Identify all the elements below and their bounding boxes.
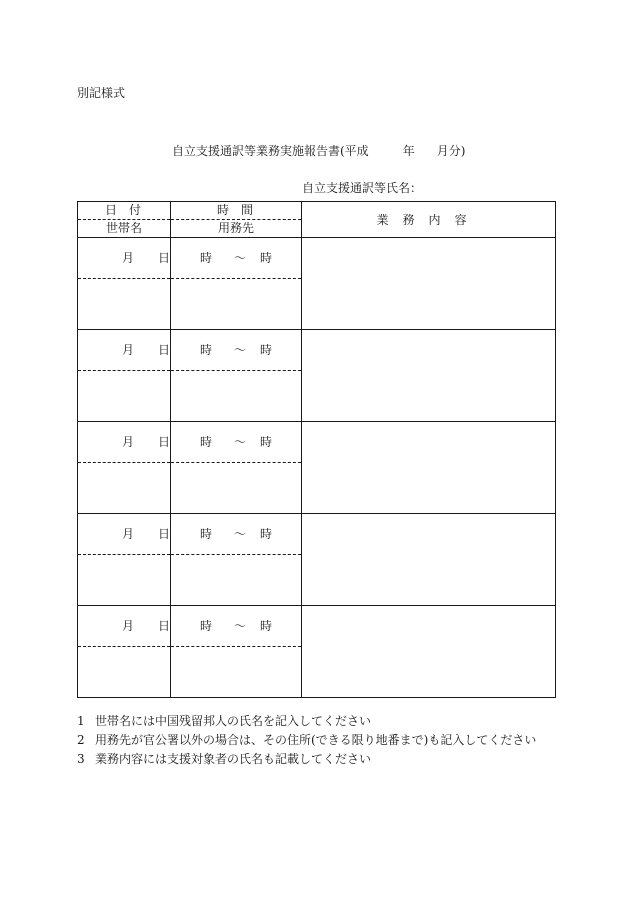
household-head-field[interactable] (78, 647, 170, 697)
destination-field[interactable] (171, 371, 301, 421)
range-tilde: ～ (234, 251, 247, 265)
time-destination-cell (171, 238, 302, 330)
range-tilde: ～ (234, 527, 247, 541)
date-field[interactable] (78, 238, 170, 279)
date-field[interactable] (78, 422, 170, 463)
day-label: 日 (158, 251, 171, 265)
date-field[interactable] (78, 514, 170, 555)
household-head-field[interactable] (78, 463, 170, 513)
notes (77, 712, 536, 769)
date-household-cell (78, 606, 171, 698)
time-field[interactable] (171, 514, 301, 555)
household-head-field[interactable] (78, 371, 170, 421)
start-hour-label: 時 (200, 527, 213, 541)
time-destination-cell (171, 606, 302, 698)
header-date: 日付 (78, 202, 170, 220)
date-household-cell (78, 514, 171, 606)
title-main: 自立支援通訳等業務実施報告書(平成 (172, 144, 369, 158)
start-hour-label: 時 (200, 251, 213, 265)
header-time: 時間 (171, 202, 301, 220)
day-label: 日 (158, 527, 171, 541)
time-field[interactable] (171, 330, 301, 371)
header-time-destination-cell (171, 202, 302, 238)
note-item: 3 業務内容には支援対象者の氏名も記載してください (77, 752, 372, 766)
date-household-cell (78, 238, 171, 330)
table-row (78, 422, 556, 514)
header-household-head: 世帯名 (105, 221, 142, 235)
table-header-row (78, 202, 556, 238)
time-destination-cell (171, 514, 302, 606)
interpreter-name-label: 自立支援通訳等氏名： (302, 181, 423, 195)
header-date-household-cell (78, 202, 171, 238)
range-tilde: ～ (234, 343, 247, 357)
date-field[interactable] (78, 330, 170, 371)
date-field[interactable] (78, 606, 170, 647)
header-destination: 用務先 (217, 221, 254, 235)
month-label: 月 (122, 527, 135, 541)
start-hour-label: 時 (200, 619, 213, 633)
date-household-cell (78, 330, 171, 422)
destination-field[interactable] (171, 279, 301, 329)
table-row (78, 514, 556, 606)
destination-field[interactable] (171, 555, 301, 605)
content-field[interactable] (302, 238, 556, 330)
range-tilde: ～ (234, 435, 247, 449)
content-field[interactable] (302, 330, 556, 422)
form-label: 別記様式 (77, 86, 126, 100)
page-title (172, 142, 465, 159)
destination-field[interactable] (171, 463, 301, 513)
header-content: 業務内容 (302, 202, 556, 238)
end-hour-label: 時 (260, 435, 273, 449)
destination-field[interactable] (171, 647, 301, 697)
end-hour-label: 時 (260, 343, 273, 357)
day-label: 日 (158, 619, 171, 633)
month-label: 月 (122, 435, 135, 449)
end-hour-label: 時 (260, 251, 273, 265)
date-household-cell (78, 422, 171, 514)
time-field[interactable] (171, 238, 301, 279)
start-hour-label: 時 (200, 343, 213, 357)
title-year-unit: 年 (402, 144, 415, 158)
end-hour-label: 時 (260, 619, 273, 633)
household-head-field[interactable] (78, 555, 170, 605)
day-label: 日 (158, 343, 171, 357)
time-destination-cell (171, 422, 302, 514)
range-tilde: ～ (234, 619, 247, 633)
end-hour-label: 時 (260, 527, 273, 541)
title-month-close: 月分) (436, 144, 466, 158)
table-row (78, 238, 556, 330)
content-field[interactable] (302, 514, 556, 606)
time-field[interactable] (171, 422, 301, 463)
report-table (77, 201, 556, 698)
note-item: 2 用務先が官公署以外の場合は、その住所(できる限り地番まで)も記入してください (77, 733, 537, 747)
table-row (78, 606, 556, 698)
month-label: 月 (122, 251, 135, 265)
month-label: 月 (122, 343, 135, 357)
content-field[interactable] (302, 422, 556, 514)
table-row (78, 330, 556, 422)
time-destination-cell (171, 330, 302, 422)
household-head-field[interactable] (78, 279, 170, 329)
content-field[interactable] (302, 606, 556, 698)
month-label: 月 (122, 619, 135, 633)
start-hour-label: 時 (200, 435, 213, 449)
day-label: 日 (158, 435, 171, 449)
note-item: 1 世帯名には中国残留邦人の氏名を記入してください (77, 714, 372, 728)
time-field[interactable] (171, 606, 301, 647)
